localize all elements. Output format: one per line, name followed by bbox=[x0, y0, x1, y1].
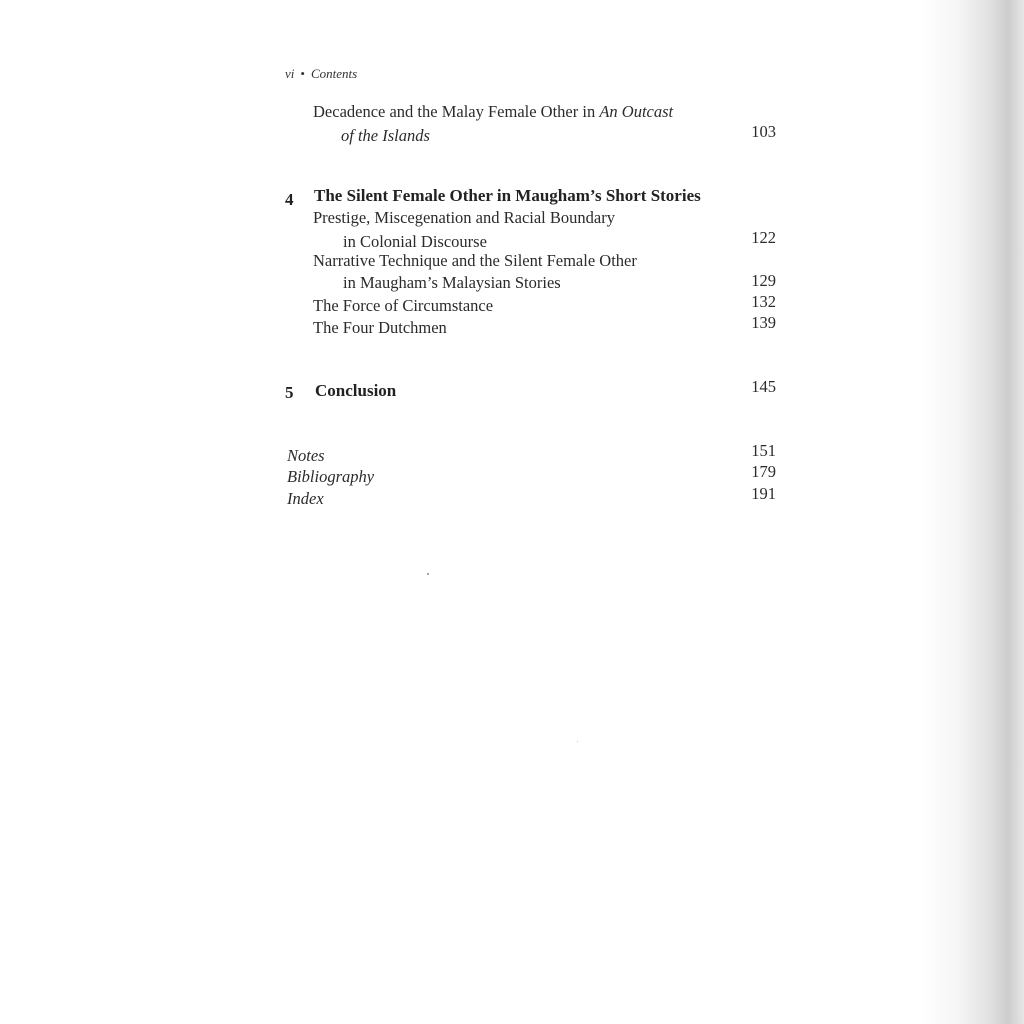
toc-page-number: 145 bbox=[751, 377, 776, 396]
folio: vi bbox=[285, 66, 295, 81]
toc-page-number: 132 bbox=[751, 292, 776, 311]
toc-page-number: 151 bbox=[751, 441, 776, 460]
toc-page-number: 179 bbox=[751, 462, 776, 481]
toc-backmatter-notes: Notes bbox=[287, 446, 325, 465]
header-title: Contents bbox=[310, 66, 358, 81]
toc-entry-line1: Prestige, Miscegenation and Racial Boundary bbox=[313, 208, 615, 227]
toc-entry-line1: Narrative Technique and the Silent Female Other bbox=[313, 251, 637, 270]
page-gutter-shadow bbox=[794, 0, 1024, 1024]
toc-page-number: 103 bbox=[751, 122, 776, 141]
chapter-number: 5 bbox=[285, 383, 294, 402]
toc-entry-decadence-line1: Decadence and the Malay Female Other in An Outcast bbox=[313, 102, 674, 121]
toc-page-number: 191 bbox=[751, 484, 776, 503]
running-header bbox=[285, 66, 357, 82]
toc-backmatter-index: Index bbox=[287, 489, 324, 508]
toc-page-number: 122 bbox=[751, 228, 776, 247]
chapter-number: 4 bbox=[285, 190, 294, 209]
toc-backmatter-bibliography: Bibliography bbox=[287, 467, 375, 486]
toc-entry-line2: in Maugham’s Malaysian Stories bbox=[343, 273, 561, 292]
toc-entry-line1: The Four Dutchmen bbox=[313, 318, 447, 337]
toc-entry-line2: in Colonial Discourse bbox=[343, 232, 487, 251]
scan-speck bbox=[577, 741, 578, 742]
chapter-title: The Silent Female Other in Maugham’s Short Stories bbox=[314, 186, 701, 205]
scan-speck bbox=[427, 573, 429, 575]
toc-entry-line1: The Force of Circumstance bbox=[313, 296, 494, 315]
toc-page-number: 129 bbox=[751, 271, 776, 290]
header-bullet: • bbox=[300, 66, 305, 81]
toc-page-number: 139 bbox=[751, 313, 776, 332]
toc-entry-decadence-line2: of the Islands bbox=[341, 126, 430, 145]
chapter-title: Conclusion bbox=[315, 381, 397, 400]
